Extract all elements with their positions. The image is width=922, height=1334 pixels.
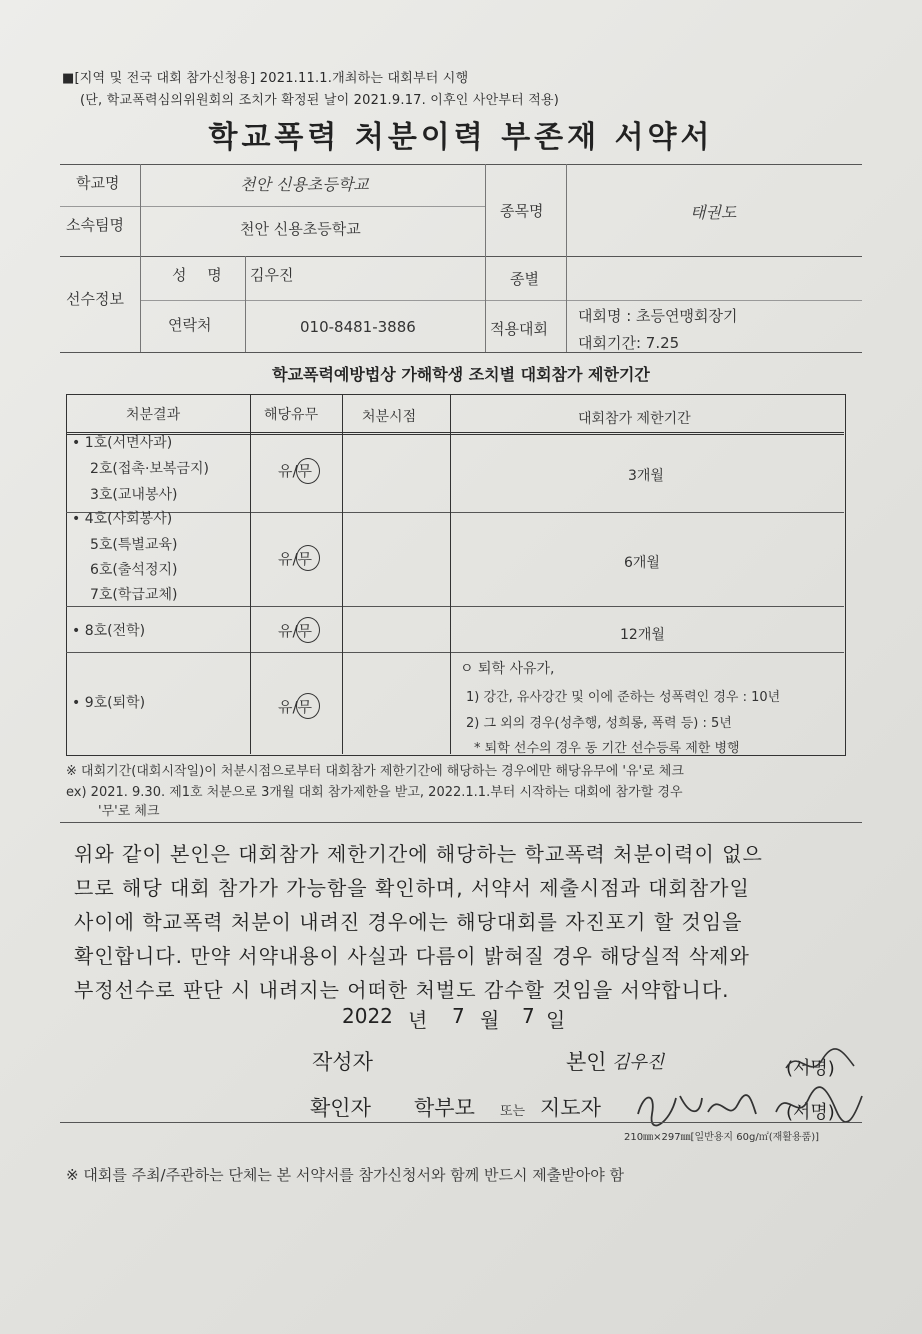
date-year: 2022 xyxy=(342,1004,393,1028)
footer-note: ※ 대회를 주최/주관하는 단체는 본 서약서를 참가신청서와 함께 반드시 제출받아야 함 xyxy=(66,1166,624,1184)
date-month: 7 xyxy=(452,1004,465,1028)
table-vline-1 xyxy=(250,394,251,754)
teacher-label: 지도자 xyxy=(540,1096,601,1120)
school-label: 학교명 xyxy=(76,174,120,192)
team-label: 소속팀명 xyxy=(66,216,124,234)
signature-scribble-1 xyxy=(780,1044,860,1084)
teacher-signature-scribble xyxy=(630,1084,760,1132)
team-value: 천안 신용초등학교 xyxy=(240,220,361,238)
date-day: 7 xyxy=(522,1004,535,1028)
row2-yn: 유/무 xyxy=(278,550,313,568)
info-vline-1 xyxy=(140,164,141,352)
pledge-line-3: 사이에 학교폭력 처분이 내려진 경우에는 해당대회를 자진포기 할 것임을 xyxy=(74,910,743,934)
header-line-2: (단, 학교폭력심의위원회의 조치가 확정된 날이 2021.9.17. 이후인 사안부터 적용) xyxy=(80,93,560,108)
row1-check-circle xyxy=(296,458,320,484)
info-vline-3 xyxy=(566,164,567,352)
row2-item-4: 7호(학급교체) xyxy=(90,587,178,603)
header-line-1: ■[지역 및 전국 대회 참가신청용] 2021.11.1.개최하는 대회부터 시행 xyxy=(62,71,469,86)
row3-yn: 유/무 xyxy=(278,622,313,640)
confirmer-label: 확인자 xyxy=(310,1096,371,1120)
pledge-line-5: 부정선수로 판단 시 내려지는 어떠한 처벌도 감수할 것임을 서약합니다. xyxy=(74,978,730,1002)
row1-item-1: • 1호(서면사과) xyxy=(72,435,173,451)
info-bottom-line xyxy=(60,352,862,353)
pledge-line-1: 위와 같이 본인은 대회참가 제한기간에 해당하는 학교폭력 처분이력이 없으 xyxy=(74,842,763,866)
contact-label: 연락처 xyxy=(168,316,212,334)
pledge-line-2: 므로 해당 대회 참가가 가능함을 확인하며, 서약서 제출시점과 대회참가일 xyxy=(74,876,750,900)
table-subtitle: 학교폭력예방법상 가해학생 조치별 대회참가 제한기간 xyxy=(272,365,650,384)
row3-period: 12개월 xyxy=(620,627,665,643)
date-year-unit: 년 xyxy=(408,1008,428,1032)
row1-item-2: 2호(접촉·보복금지) xyxy=(90,461,209,477)
document-title: 학교폭력 처분이력 부존재 서약서 xyxy=(208,120,714,155)
parent-label: 학부모 xyxy=(414,1096,475,1120)
info-mid-line xyxy=(60,256,862,257)
table-row-line-3 xyxy=(66,652,844,653)
name-value: 김우진 xyxy=(250,266,294,284)
header-applicable: 해당유무 xyxy=(264,407,319,423)
table-vline-3 xyxy=(450,394,451,754)
competition-period: 대회기간: 7.25 xyxy=(578,334,680,352)
seal-1: (서명) xyxy=(786,1058,835,1079)
event-value: 태권도 xyxy=(690,203,737,222)
paper-size: 210㎜×297㎜[일반용지 60g/㎡(재활용품)] xyxy=(624,1132,820,1143)
row2-item-1: • 4호(사회봉사) xyxy=(72,511,173,527)
table-row-line-1 xyxy=(66,512,844,513)
seal-2: (서명) xyxy=(786,1102,835,1123)
row3-item-1: • 8호(전학) xyxy=(72,623,146,639)
name-label: 성 명 xyxy=(172,266,230,284)
player-info-label: 선수정보 xyxy=(66,290,124,308)
writer-label: 작성자 xyxy=(312,1050,373,1074)
info-school-line xyxy=(60,206,485,207)
date-day-unit: 일 xyxy=(546,1008,566,1032)
pledge-line-4: 확인합니다. 만약 서약내용이 사실과 다름이 밝혀질 경우 해당실적 삭제와 xyxy=(74,944,750,968)
row2-period: 6개월 xyxy=(624,555,660,571)
row1-item-3: 3호(교내봉사) xyxy=(90,487,178,503)
school-value: 천안 신용초등학교 xyxy=(240,175,369,194)
date-month-unit: 월 xyxy=(480,1008,500,1032)
row4-item-1: • 9호(퇴학) xyxy=(72,695,146,711)
notes-bottom-line xyxy=(60,822,862,823)
row1-yn: 유/무 xyxy=(278,462,313,480)
row3-check-circle xyxy=(296,617,320,643)
header-time: 처분시점 xyxy=(362,409,417,425)
signature-bottom-line xyxy=(60,1122,862,1123)
row1-period: 3개월 xyxy=(628,468,664,484)
row2-item-2: 5호(특별교육) xyxy=(90,537,178,553)
row2-item-3: 6호(출석정지) xyxy=(90,562,178,578)
contact-value: 010-8481-3886 xyxy=(300,318,416,336)
note-1: ※ 대회기간(대회시작일)이 처분시점으로부터 대회참가 제한기간에 해당하는 경우에만 해당유무에 '유'로 체크 xyxy=(66,764,684,779)
row4-period-line-3: 2) 그 외의 경우(성추행, 성희롱, 폭력 등) : 5년 xyxy=(466,716,732,731)
header-result: 처분결과 xyxy=(126,407,181,423)
row4-check-circle xyxy=(296,693,320,719)
header-period: 대회참가 제한기간 xyxy=(578,411,691,427)
table-header-line xyxy=(66,432,844,435)
info-vline-4 xyxy=(245,256,246,352)
self-label: 본인 xyxy=(566,1050,607,1074)
row4-period-line-2: 1) 강간, 유사강간 및 이에 준하는 성폭력인 경우 : 10년 xyxy=(466,690,781,705)
info-player-line xyxy=(140,300,485,301)
competition-label: 적용대회 xyxy=(490,320,548,338)
row4-period-line-1: ㅇ 퇴학 사유가, xyxy=(460,661,555,677)
or-label: 또는 xyxy=(500,1104,526,1119)
note-2: ex) 2021. 9.30. 제1호 처분으로 3개월 대회 참가제한을 받고, 2022.1.1.부터 시작하는 대회에 참가할 경우 xyxy=(66,785,683,800)
table-row-line-2 xyxy=(66,606,844,607)
row2-check-circle xyxy=(296,545,320,571)
info-vline-2 xyxy=(485,164,486,352)
table-vline-2 xyxy=(342,394,343,754)
info-top-line xyxy=(60,164,862,165)
info-category-line xyxy=(485,300,862,301)
note-3: '무'로 체크 xyxy=(98,804,160,819)
event-label: 종목명 xyxy=(500,202,544,220)
self-signature-name: 김우진 xyxy=(612,1052,665,1073)
category-label: 종별 xyxy=(510,270,539,288)
row4-period-line-4: * 퇴학 선수의 경우 동 기간 선수등록 제한 병행 xyxy=(474,741,740,756)
competition-name: 대회명 : 초등연맹회장기 xyxy=(578,307,738,325)
row4-yn: 유/무 xyxy=(278,698,313,716)
